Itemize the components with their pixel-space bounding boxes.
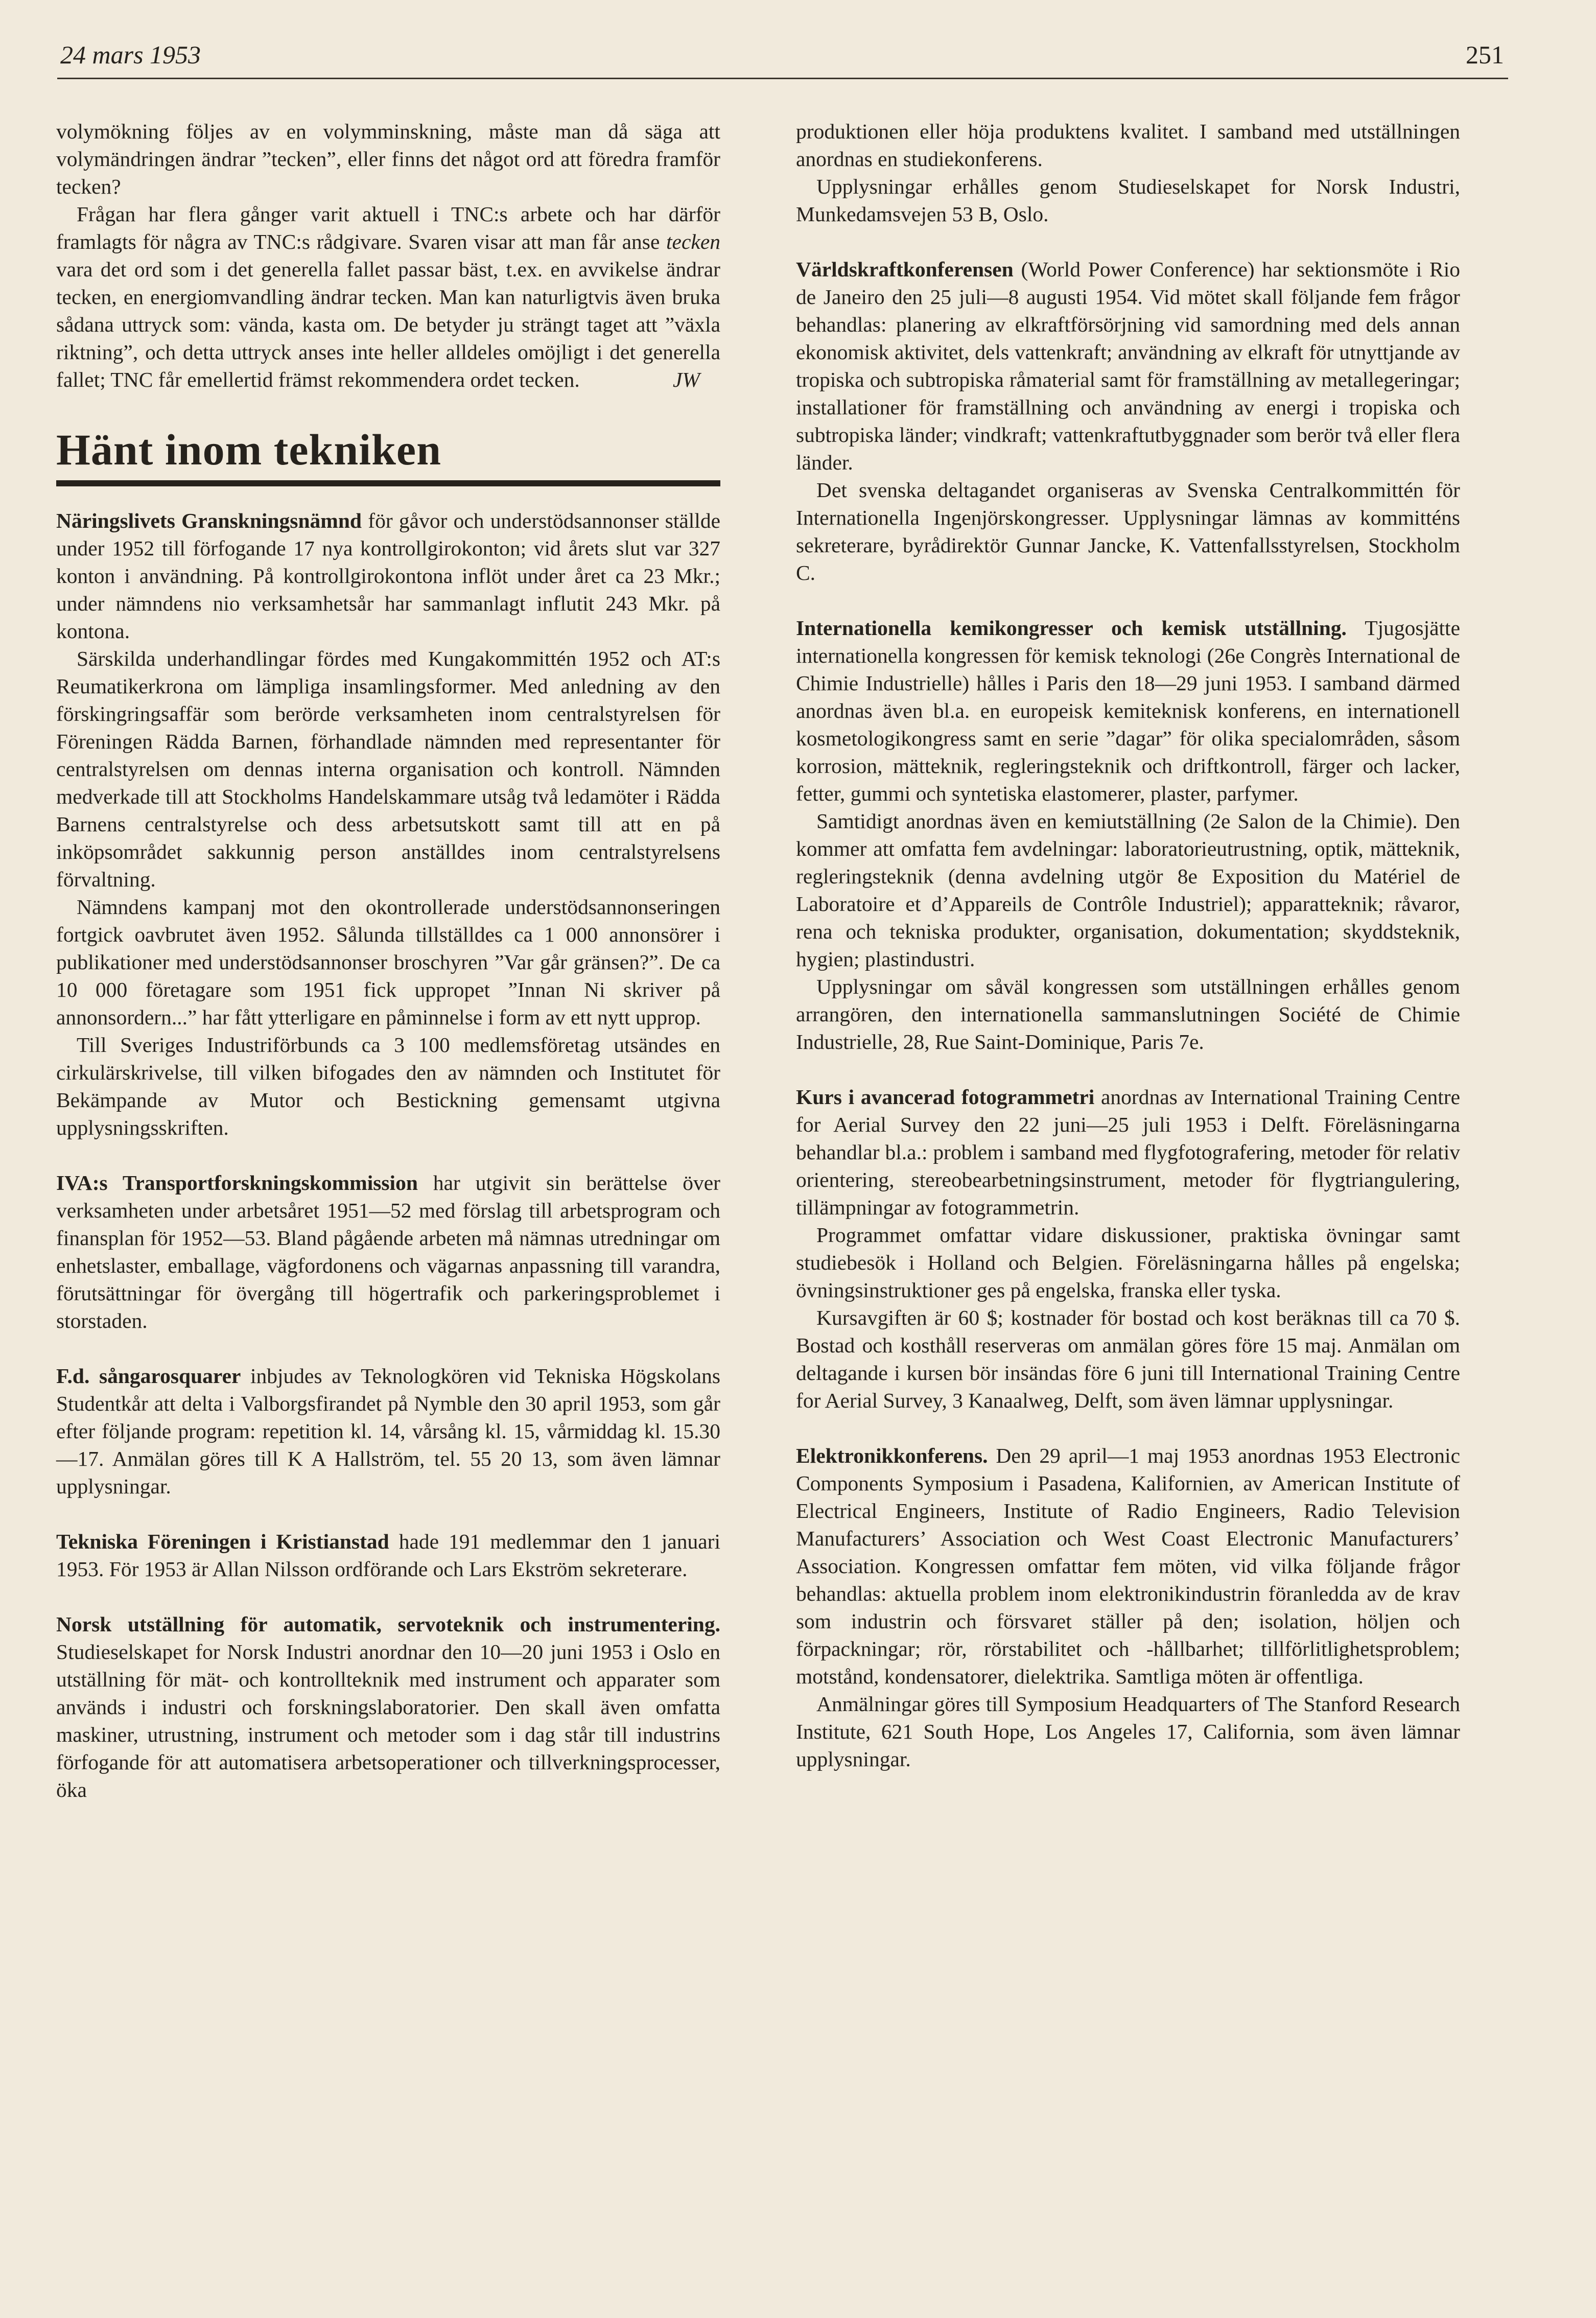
item-title: Internationella kemikongresser och kemisk utställning.	[796, 616, 1347, 640]
item-sangarosquarer	[56, 1362, 720, 1500]
item-kemikongresser	[796, 614, 1460, 807]
item-title: Elektronikkonferens.	[796, 1444, 988, 1467]
paragraph: Upplysningar erhålles genom Studieselskapet for Norsk Industri, Munkedamsvejen 53 B, Oslo.	[796, 175, 1460, 226]
paragraph: Programmet omfattar vidare diskussioner, praktiska övningar samt studiebesök i Holland och Belgien. Föreläsningarna hålles på engelska; övningsinstruktioner ges på engelska, franska eller tyska.	[796, 1223, 1460, 1302]
paragraph: Det svenska deltagandet organiseras av Svenska Centralkommittén för Internationella Ingenjörskongresser. Upplysningar lämnas av kommitténs sekreterare, byrådirektör Gunnar Jancke, K. Vattenfallsstyrelsen, Stockholm C.	[796, 478, 1460, 584]
paragraph: Upplysningar om såväl kongressen som utställningen erhålles genom arrangören, den internationella sammanslutningen Société de Chimie Industrielle, 28, Rue Saint-Dominique, Paris 7e.	[796, 975, 1460, 1053]
item-title: Världskraftkonferensen	[796, 257, 1014, 281]
paragraph: Anmälningar göres till Symposium Headquarters of The Stanford Research Institute, 621 South Hope, Los Angeles 17, California, som även lämnar upplysningar.	[796, 1692, 1460, 1771]
item-title: Kurs i avancerad fotogrammetri	[796, 1085, 1095, 1109]
item-title: Norsk utställning för automatik, servoteknik och instrumentering.	[56, 1612, 720, 1636]
item-text: inbjudes av Teknologkören vid Tekniska Högskolans Studentkår att delta i Valborgsfirandet på Nymble den 30 april 1953, som går efter följande program: repetition kl. 14, vårsång kl. 15, vårmiddag kl. 15.30—17. Anmälan göres till K A Hallström, tel. 55 20 13, som även lämnar upplysningar.	[56, 1364, 721, 1498]
item-text: för gåvor och understödsannonser ställde under 1952 till förfogande 17 nya kontrollgirokonton; vid årets slut var 327 konton i användning. På kontrollgirokontona inflöt under året ca 23 Mkr.; under nämndens nio verksamhetsår har sammanlagt influtit 243 Mkr. på kontona.	[56, 509, 720, 643]
item-text: anordnas av International Training Centre for Aerial Survey den 22 juni—25 juli 1953 i Delft. Föreläsningarna behandlar bl.a.: problem i samband med flygfotografering, metoder för relativ orientering, stereobearbetningsinstrument, metoder för flygtriangulering, tillämpningar av fotogrammetrin.	[796, 1085, 1460, 1219]
item-text: Den 29 april—1 maj 1953 anordnas 1953 Electronic Components Symposium i Pasadena, Kalifornien, av American Institute of Electrical Engineers, Institute of Radio Engineers, Radio Television Manufacturers’ Association och West Coast Electronic Manufacturers’ Association. Kongressen omfattar fem möten, vid vilka följande frågor behandlas: aktuella problem inom elektronikindustrin föranledda av de krav som industrin och försvaret ställer på den; isolation, höljen och förpackningar; rör, rörstabilitet och -hållbarhet; tillförlitlighetsproblem; motstånd, kondensatorer, dielektrika. Samtliga möten är offentliga.	[796, 1444, 1460, 1688]
right-column	[796, 118, 1460, 1773]
item-text: har utgivit sin berättelse över verksamheten under arbetsåret 1951—52 med förslag till arbetsprogram och finansplan för 1952—53. Bland pågående arbeten må nämnas utredningar om enhetslaster, emballage, vägfordonens och vägarnas anpassning till varandra, förutsättningar för övergång till högertrafik och parkeringsproblemet i storstaden.	[56, 1171, 720, 1332]
item-text: Studieselskapet for Norsk Industri anordnar den 10—20 juni 1953 i Oslo en utställning för mät- och kontrollteknik med instrument och apparater som används i industri och forskningslaboratorier. Den skall även omfatta maskiner, utrustning, instrument och metoder som i dag står till industrins förfogande för att automatisera arbetsoperationer och tillverkningsprocesser, öka	[56, 1640, 720, 1801]
intro-text-b: vara det ord som i det generella fallet passar bäst, t.ex. en avvikelse ändrar tecken, en energiomvandling ändrar tecken. Man kan naturligtvis även bruka sådana uttryck som: vända, kasta om. De betyder ju strängt taget att ”växla riktning”, och detta uttryck anses inte heller alldeles omöjligt i det generella fallet; TNC får emellertid främst rekommendera ordet tecken.	[56, 257, 720, 391]
item-title: Näringslivets Granskningsnämnd	[56, 509, 362, 532]
intro-paragraph-1: volymökning följes av en volymminskning, måste man då säga att volymändringen ändrar ”tecken”, eller finns det något ord att föredra framför tecken?	[56, 120, 720, 198]
issue-date: 24 mars 1953	[60, 40, 201, 69]
continued-paragraph: produktionen eller höja produktens kvalitet. I samband med utställningen anordnas en studiekonferens.	[796, 120, 1460, 171]
item-text: hade 191 medlemmar den 1 januari 1953. För 1953 är Allan Nilsson ordförande och Lars Ekström sekreterare.	[56, 1530, 720, 1581]
item-norsk-utstallning	[56, 1610, 720, 1804]
item-fotogrammetri	[796, 1083, 1460, 1221]
intro-paragraph-2	[56, 200, 720, 393]
author-signature: JW	[673, 368, 700, 391]
item-varldskraftkonferensen	[796, 255, 1460, 476]
item-kristianstad	[56, 1528, 720, 1583]
intro-text-a: Frågan har flera gånger varit aktuell i TNC:s arbete och har därför framlagts för några av TNC:s rådgivare. Svaren visar att man får anse	[56, 202, 720, 253]
paragraph: Samtidigt anordnas även en kemiutställning (2e Salon de la Chimie). Den kommer att omfatta fem avdelningar: laboratorieutrustning, optik, mätteknik, regleringsteknik (denna avdelning utgör 8e Exposition du Matériel de Laboratoire et d’Appareils de Contrôle Industriel); apparatteknik; råvaror, rena och tekniska produkter, organisation, dokumentation; skyddsteknik, hygien; plastindustri.	[796, 809, 1460, 971]
item-title: IVA:s Transportforskningskommission	[56, 1171, 418, 1195]
item-transportforskning	[56, 1169, 720, 1334]
item-text: Tjugosjätte internationella kongressen för kemisk teknologi (26e Congrès International de Chimie Industrielle) hålles i Paris den 18—29 juni 1953. I samband därmed anordnas även bl.a. en europeisk kemiteknisk konferens, en internationell kosmetologikongress samt en serie ”dagar” för olika specialområden, såsom korrosion, mätteknik, regleringsteknik och driftkontroll, färger och lacker, fetter, gummi och syntetiska elastomerer, plaster, parfymer.	[796, 616, 1460, 805]
item-elektronikkonferens	[796, 1442, 1460, 1690]
paragraph: Till Sveriges Industriförbunds ca 3 100 medlemsföretag utsändes en cirkulärskrivelse, till vilken bifogades den av nämnden och Institutet för Bekämpande av Mutor och Bestickning gemensamt utgivna upplysningsskriften.	[56, 1033, 720, 1139]
page-number: 251	[1466, 40, 1504, 69]
intro-emphasis: tecken	[666, 230, 720, 253]
headline-rule	[56, 480, 720, 486]
left-column	[56, 118, 720, 1804]
paragraph: Kursavgiften är 60 $; kostnader för bostad och kost beräknas till ca 70 $. Bostad och kosthåll reserveras om anmälan göres före 15 maj. Anmälan om deltagande i kursen bör insändas före 6 juni till International Training Centre for Aerial Survey, 3 Kanaalweg, Delft, som även lämnar upplysningar.	[796, 1306, 1460, 1412]
section-headline: Hänt inom tekniken	[56, 425, 441, 474]
running-head	[57, 37, 1508, 79]
paragraph: Nämndens kampanj mot den okontrollerade understödsannonseringen fortgick oavbrutet även 1952. Sålunda tillställdes ca 1 000 annonsörer i publikationer med understödsannonser broschyren ”Var går gränsen?”. De ca 10 000 företagare som 1951 fick uppropet ”Innan Ni skriver på annonsordern...” har fått ytterligare en påminnelse i form av ett nytt upprop.	[56, 895, 720, 1029]
item-granskningsnamnd	[56, 507, 720, 645]
item-text: (World Power Conference) har sektionsmöte i Rio de Janeiro den 25 juli—8 augusti 1954. Vid mötet skall följande fem frågor behandlas: planering av elkraftförsörjning vid samordning med dels annan ekonomisk aktivitet, dels vattenkraft; användning av elkraft för utnyttjande av tropiska och subtropiska råmaterial samt för framställning av metallegeringar; installationer för framställning och användning av energi i tropiska och subtropiska länder; vindkraft; vattenkraftutbyggnader som berör två eller flera länder.	[796, 257, 1460, 474]
item-title: Tekniska Föreningen i Kristianstad	[56, 1530, 389, 1553]
item-title: F.d. sångarosquarer	[56, 1364, 241, 1388]
paragraph: Särskilda underhandlingar fördes med Kungakommittén 1952 och AT:s Reumatikerkrona om lämpliga insamlingsformer. Med anledning av den förskingringsaffär som berörde verksamheten inom centralstyrelsen för Föreningen Rädda Barnen, förhandlade nämnden med representanter för centralstyrelsen om dennas interna organisation och kontroll. Nämnden medverkade till att Stockholms Handelskammare utsåg två ledamöter i Rädda Barnens centralstyrelse och dess arbetsutskott samt till att en på inköpsområdet sakkunnig person anställdes inom centralstyrelsens förvaltning.	[56, 647, 720, 891]
